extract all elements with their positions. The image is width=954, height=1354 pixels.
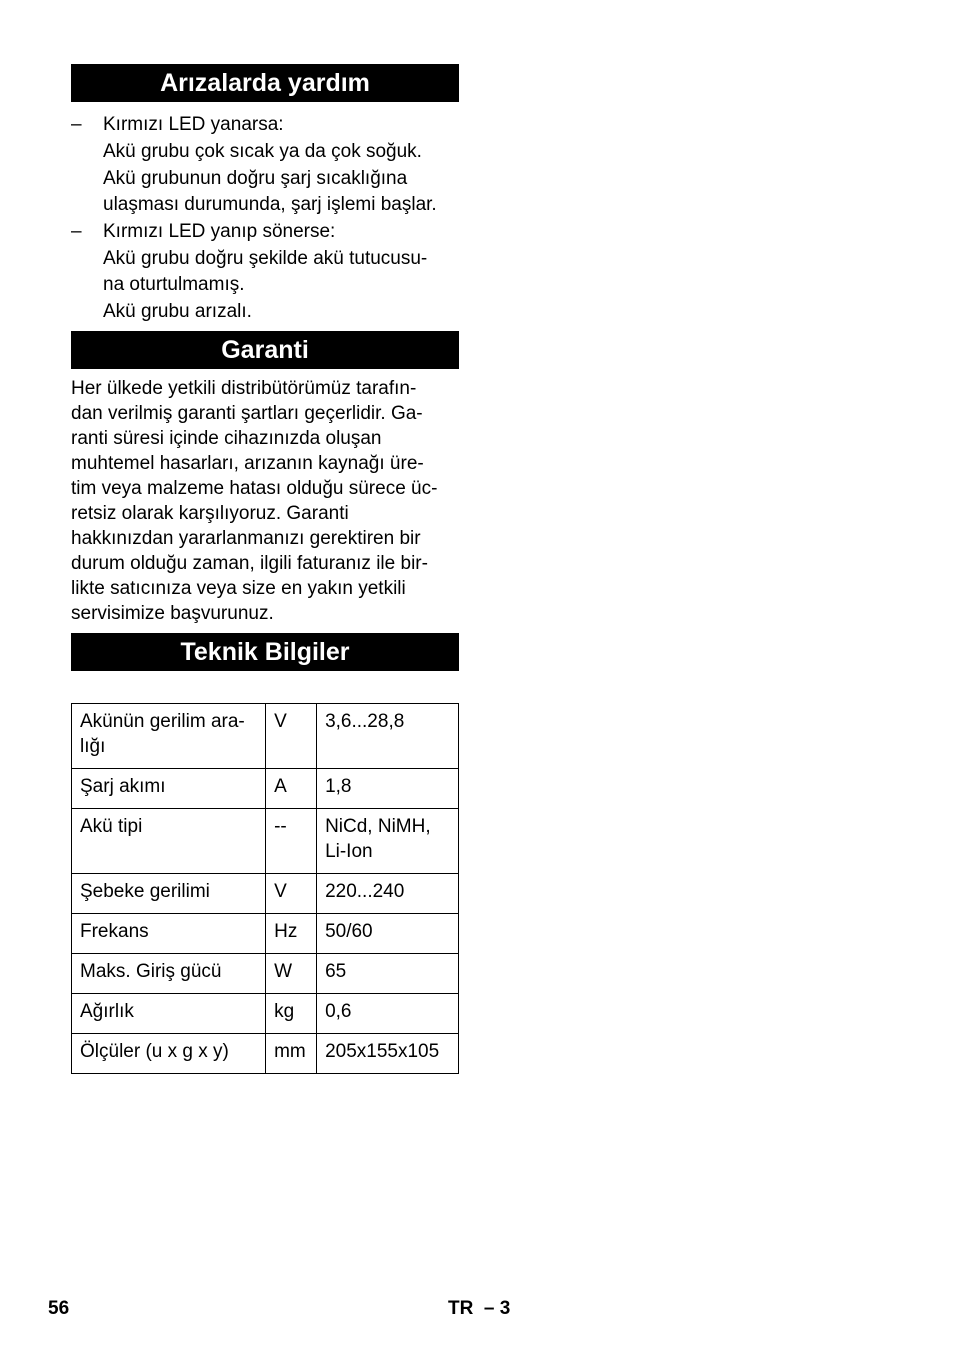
list-item <box>71 112 459 218</box>
table-cell-value: 0,6 <box>317 994 459 1034</box>
section-technical-data <box>71 633 459 1074</box>
table-cell-name: Akünün gerilim ara- lığı <box>72 704 266 769</box>
paragraph-line: durum olduğu zaman, ilgili faturanız ile bir- <box>71 553 428 574</box>
table-cell-unit: V <box>266 704 317 769</box>
list-line: Kırmızı LED yanıp sönerse: <box>103 221 336 242</box>
paragraph-line: ranti süresi içinde cihazınızda oluşan <box>71 428 382 449</box>
table-row <box>72 1034 459 1074</box>
paragraph-line: likte satıcınıza veya size en yakın yetkili <box>71 578 406 599</box>
table-row <box>72 809 459 874</box>
table-cell-value: 50/60 <box>317 914 459 954</box>
table-cell-unit: W <box>266 954 317 994</box>
table-cell-unit: A <box>266 769 317 809</box>
page-number: 56 <box>48 1298 70 1319</box>
paragraph-line: servisimize başvurunuz. <box>71 603 274 624</box>
table-cell-value: 205x155x105 <box>317 1034 459 1074</box>
table-cell-name: Ölçüler (u x g x y) <box>72 1034 266 1074</box>
table-row <box>72 914 459 954</box>
table-cell-name: Ağırlık <box>72 994 266 1034</box>
table-cell-unit: Hz <box>266 914 317 954</box>
list-line: Akü grubunun doğru şarj sıcaklığına <box>103 168 408 189</box>
table-cell-value: 220...240 <box>317 874 459 914</box>
section-warranty <box>71 331 459 626</box>
heading-warranty: Garanti <box>71 331 459 369</box>
bullet-dash: – <box>71 221 82 242</box>
list-line: Kırmızı LED yanarsa: <box>103 114 284 135</box>
paragraph-line: muhtemel hasarları, arızanın kaynağı üre- <box>71 453 424 474</box>
warranty-paragraph <box>71 376 459 626</box>
table-cell-name: Şebeke gerilimi <box>72 874 266 914</box>
heading-troubleshooting: Arızalarda yardım <box>71 64 459 102</box>
table-cell-unit: V <box>266 874 317 914</box>
table-cell-value: 3,6...28,8 <box>317 704 459 769</box>
table-cell-unit: -- <box>266 809 317 874</box>
section-troubleshooting <box>71 64 459 325</box>
table-row <box>72 704 459 769</box>
list-line: Akü grubu çok sıcak ya da çok soğuk. <box>103 141 422 162</box>
technical-data-table <box>71 703 459 1074</box>
table-row <box>72 874 459 914</box>
table-cell-unit: mm <box>266 1034 317 1074</box>
page-language-marker: TR – 3 <box>448 1298 511 1319</box>
table-row <box>72 954 459 994</box>
list-line: na oturtulmamış. <box>103 274 245 295</box>
table-cell-name: Maks. Giriş gücü <box>72 954 266 994</box>
table-cell-name: Frekans <box>72 914 266 954</box>
table-cell-value: 65 <box>317 954 459 994</box>
table-row <box>72 769 459 809</box>
list-line: ulaşması durumunda, şarj işlemi başlar. <box>103 194 437 215</box>
table-cell-value: NiCd, NiMH, Li-Ion <box>317 809 459 874</box>
table-cell-value: 1,8 <box>317 769 459 809</box>
paragraph-line: retsiz olarak karşılıyoruz. Garanti <box>71 503 349 524</box>
list-line: Akü grubu doğru şekilde akü tutucusu- <box>103 248 428 269</box>
table-row <box>72 994 459 1034</box>
table-cell-unit: kg <box>266 994 317 1034</box>
paragraph-line: dan verilmiş garanti şartları geçerlidir. Ga- <box>71 403 423 424</box>
table-cell-name: Şarj akımı <box>72 769 266 809</box>
list-line: Akü grubu arızalı. <box>103 301 252 322</box>
paragraph-line: tim veya malzeme hatası olduğu sürece üc- <box>71 478 438 499</box>
bullet-dash: – <box>71 114 82 135</box>
heading-technical-data: Teknik Bilgiler <box>71 633 459 671</box>
list-item <box>71 219 459 325</box>
paragraph-line: hakkınızdan yararlanmanızı gerektiren bir <box>71 528 421 549</box>
table-cell-name: Akü tipi <box>72 809 266 874</box>
paragraph-line: Her ülkede yetkili distribütörümüz tarafın- <box>71 378 417 399</box>
